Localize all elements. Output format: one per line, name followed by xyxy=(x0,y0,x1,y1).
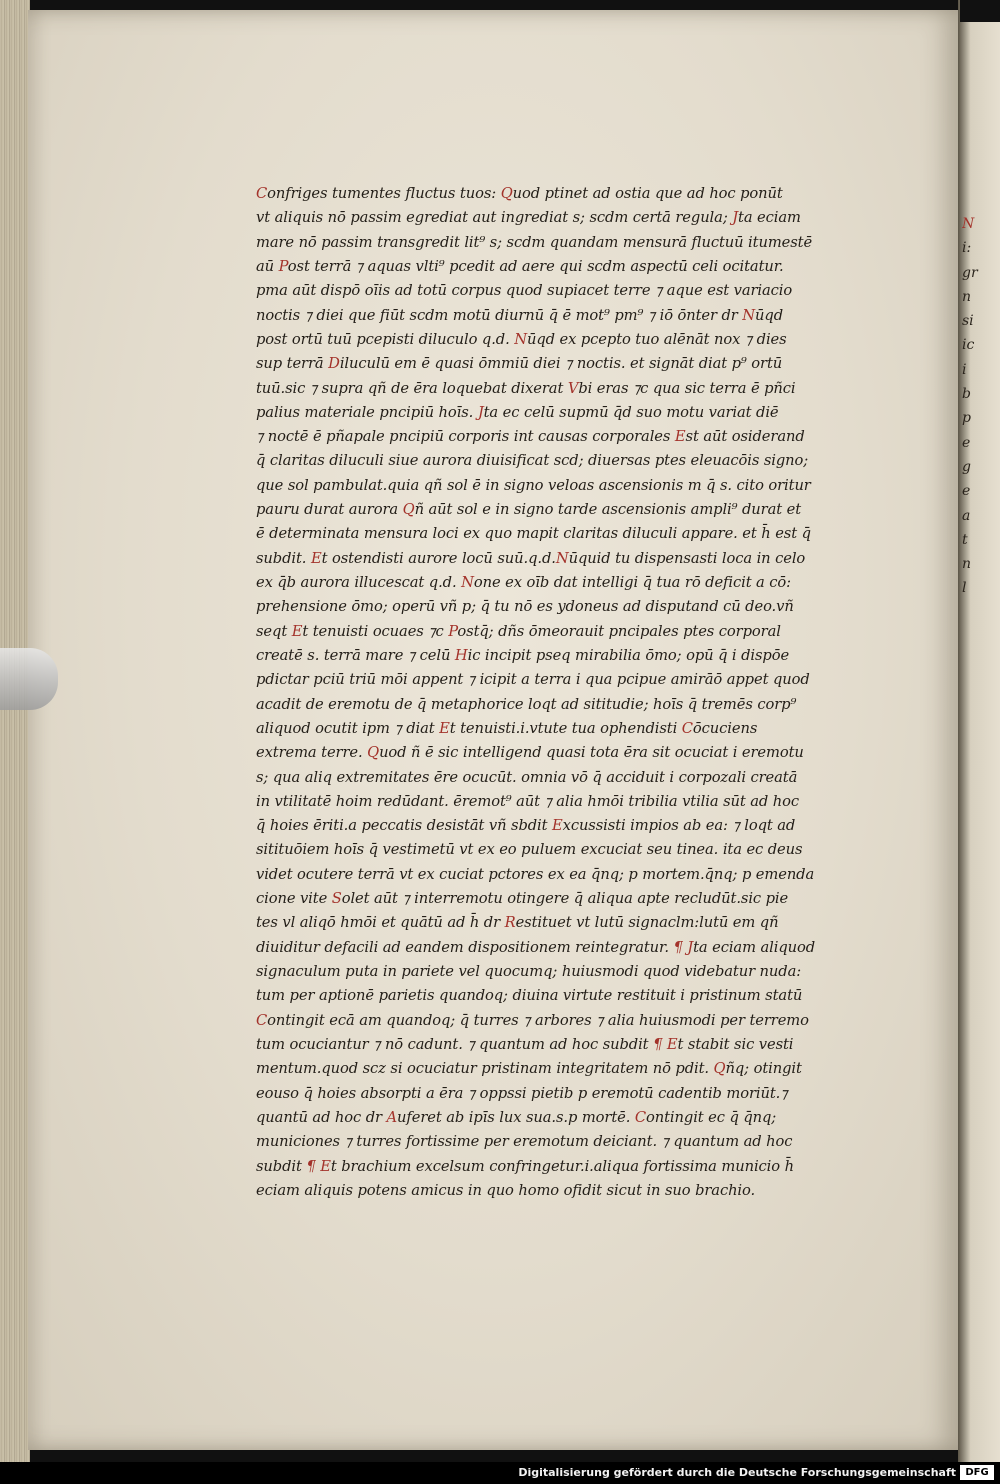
text-segment: diuiditur defacili ad eandem dispositionem reintegratur. xyxy=(256,938,674,956)
text-segment: municiones ⁊ turres fortissime per eremotum deiciant. ⁊ quantum ad hoc xyxy=(256,1133,793,1151)
text-segment: palius materiale pncipiū hoīs. xyxy=(256,403,478,421)
text-line xyxy=(256,1082,896,1106)
text-line xyxy=(256,425,896,449)
text-segment: iluculū em ē quasi ōmmiū diei ⁊ noctis. et signāt diat p⁹ ortū xyxy=(339,355,783,373)
text-line xyxy=(256,1106,896,1130)
text-line xyxy=(256,449,896,473)
text-segment: xcussisti impios ab ea: ⁊ loqt ad xyxy=(562,817,796,835)
text-line xyxy=(256,255,896,279)
margin-fragment: i xyxy=(962,361,967,378)
margin-fragment: a xyxy=(962,507,971,524)
text-segment: ñq; otingit xyxy=(725,1060,802,1078)
text-segment: aliquod ocutit ipm ⁊ diat xyxy=(256,719,440,737)
text-segment: subdit xyxy=(256,1157,307,1175)
text-segment: sup terrā xyxy=(256,355,329,373)
text-segment: bi eras ⁊c qua sic terra ē pñci xyxy=(578,379,796,397)
rubricated-initial: N xyxy=(461,574,474,591)
rubricated-initial: J xyxy=(732,209,739,227)
rubricated-initial: E xyxy=(310,549,322,567)
text-line xyxy=(256,717,896,741)
text-segment: subdit. xyxy=(256,549,311,567)
rubricated-initial: N xyxy=(514,330,527,348)
margin-fragment: b xyxy=(962,386,971,403)
left-page-edges xyxy=(0,0,30,1462)
text-segment: tuū.sic ⁊ supra qñ de ēra loquebat dixerat xyxy=(256,379,568,397)
rubricated-initial: E xyxy=(291,622,303,640)
text-line xyxy=(256,401,896,425)
rubricated-initial: J xyxy=(687,938,694,956)
text-line xyxy=(256,741,896,765)
rubricated-initial: N xyxy=(742,306,756,324)
footer-bar xyxy=(0,1462,1000,1484)
text-line xyxy=(256,352,896,376)
rubricated-initial: V xyxy=(567,379,579,397)
text-segment: post ortū tuū pcepisti diluculo q.d. xyxy=(256,330,515,348)
text-segment: ontingit ec q̄ q̄nq; xyxy=(646,1108,777,1126)
rubricated-initial: J xyxy=(477,403,484,421)
rubricated-initial: D xyxy=(328,355,340,373)
text-segment: vt aliquis nō passim egrediat aut ingrediat s; scdm certā regula; xyxy=(256,209,733,227)
dfg-logo: DFG xyxy=(960,1465,994,1480)
text-segment: mare nō passim transgredit lit⁹ s; scdm quandam mensurā fluctuū itumestē xyxy=(256,233,813,251)
text-segment: ex q̄b aurora illucescat q.d. xyxy=(256,574,462,591)
rubricated-initial: C xyxy=(256,185,268,202)
text-line xyxy=(256,1033,896,1057)
text-line xyxy=(256,814,896,838)
adjacent-page-text xyxy=(962,212,1000,601)
rubricated-initial: ¶ xyxy=(306,1157,321,1175)
rubricated-initial: E xyxy=(552,817,563,835)
text-segment: uod ptinet ad ostia que ad hoc ponūt xyxy=(512,185,783,202)
text-segment: ūqd ex pcepto tuo alēnāt nox ⁊ dies xyxy=(527,330,787,348)
text-segment: ost terrā ⁊ aquas vlti⁹ pcedit ad aere qui scdm aspectū celi ocitatur. xyxy=(287,257,784,275)
text-line xyxy=(256,498,896,522)
text-segment: sitituōiem hoīs q̄ vestimetū vt ex eo puluem excuciat seu tinea. ita ec deus xyxy=(256,841,803,859)
text-segment: tes vl aliqō hmōi et quātū ad h̄ dr xyxy=(256,914,505,932)
rubricated-initial: A xyxy=(386,1108,398,1126)
text-line xyxy=(256,1057,896,1081)
text-segment: uod ñ ē sic intelligend quasi tota ēra sit ocuciat i eremotu xyxy=(379,744,804,762)
text-segment: ontingit ecā am quandoq; q̄ turres ⁊ arbores ⁊ alia huiusmodi per terremo xyxy=(267,1011,809,1029)
text-segment: uferet ab ipīs lux sua.s.p mortē. xyxy=(397,1108,635,1126)
text-line xyxy=(256,936,896,960)
text-segment: extrema terre. xyxy=(256,744,368,762)
text-segment: estituet vt lutū signaclm:lutū em qñ xyxy=(515,914,779,932)
text-segment: ñ aūt sol e in signo tarde ascensionis ampli⁹ durat et xyxy=(414,501,802,519)
text-segment: ta ec celū supmū q̄d suo motu variat diē xyxy=(483,403,779,421)
margin-fragment: e xyxy=(962,434,971,451)
margin-fragment: si xyxy=(962,313,974,330)
rubricated-initial: ¶ xyxy=(653,1035,667,1053)
adjacent-page-shadow xyxy=(960,0,1000,22)
text-line xyxy=(256,231,896,255)
text-segment: cione vite xyxy=(256,890,332,908)
text-segment: eouso q̄ hoies absorpti a ēra ⁊ oppssi pietib p eremotū cadentib moriūt.⁊ xyxy=(256,1084,788,1102)
text-line xyxy=(256,377,896,401)
rubricated-initial: C xyxy=(634,1108,647,1126)
text-segment: signaculum puta in pariete vel quocumq; huiusmodi quod videbatur nuda: xyxy=(256,963,802,980)
margin-fragment: p xyxy=(962,410,971,427)
text-segment: seqt xyxy=(256,622,292,640)
rubricated-initial: R xyxy=(504,914,516,932)
text-segment: quantū ad hoc dr xyxy=(256,1108,387,1126)
text-segment: ostq̄; dñs ōmeorauit pncipales ptes corporal xyxy=(457,622,781,640)
text-line xyxy=(256,1179,896,1203)
rubricated-initial: E xyxy=(320,1157,331,1175)
text-line xyxy=(256,474,896,498)
text-segment: ōcuciens xyxy=(692,719,758,737)
text-segment: t tenuisti ocuaes ⁊c xyxy=(302,622,449,640)
rubricated-initial: Q xyxy=(713,1060,726,1078)
rubricated-initial: E xyxy=(674,428,686,446)
text-segment: t brachium excelsum confringetur.i.aliqua fortissima municio h̄ xyxy=(330,1157,794,1175)
text-segment: st aūt osiderand xyxy=(685,428,805,446)
text-segment: ta eciam aliquod xyxy=(693,938,816,956)
text-segment: t stabit sic vesti xyxy=(677,1035,794,1053)
text-segment: prehensione ōmo; operū vñ p; q̄ tu nō es ydoneus ad disputand cū deo.vñ xyxy=(256,598,794,616)
funding-notice: Digitalisierung gefördert durch die Deutsche Forschungsgemeinschaft xyxy=(518,1466,956,1479)
text-segment: olet aūt ⁊ interremotu otingere q̄ aliqua apte recludūt.sic pie xyxy=(341,890,789,908)
rubricated-initial: C xyxy=(256,1011,268,1029)
rubricated-initial: N xyxy=(555,549,569,567)
text-line xyxy=(256,620,896,644)
text-segment: onfriges tumentes fluctus tuos: xyxy=(267,185,501,202)
text-segment: t ostendisti aurore locū suū.q.d. xyxy=(321,549,556,567)
text-segment: eciam aliquis potens amicus in quo homo ofidit sicut in suo brachio. xyxy=(256,1181,756,1199)
text-line xyxy=(256,595,896,619)
margin-fragment: gr xyxy=(962,264,978,281)
text-segment: aū xyxy=(256,257,279,275)
rubricated-initial: Q xyxy=(500,185,513,202)
rubricated-initial: S xyxy=(331,890,342,908)
text-line xyxy=(256,887,896,911)
text-line xyxy=(256,668,896,692)
text-segment: mentum.quod scz si ocuciatur pristinam integritatem nō pdit. xyxy=(256,1060,714,1078)
rubricated-initial: C xyxy=(681,719,693,737)
text-segment: tum per aptionē parietis quandoq; diuina virtute restituit i pristinum statū xyxy=(256,987,803,1005)
margin-fragment: n xyxy=(962,556,972,573)
margin-fragment: l xyxy=(962,580,967,597)
text-segment: q̄ claritas diluculi siue aurora diuisificat scd; diuersas ptes eleuacōis signo; xyxy=(256,452,809,470)
text-segment: ic incipit pseq mirabilia ōmo; opū q̄ i dispōe xyxy=(467,646,790,664)
text-segment: in vtilitatē hoim redūdant. ēremot⁹ aūt ⁊ alia hmōi tribilia vtilia sūt ad hoc xyxy=(256,792,800,810)
text-segment: ē determinata mensura loci ex quo mapit claritas diluculi appare. et h̄ est q̄ xyxy=(256,525,811,543)
rubricated-initial: E xyxy=(439,719,450,737)
text-segment: ta eciam xyxy=(738,209,801,227)
rubricated-initial: H xyxy=(454,646,468,664)
margin-fragment: t xyxy=(962,531,968,548)
text-line xyxy=(256,693,896,717)
text-line xyxy=(256,279,896,303)
text-line xyxy=(256,911,896,935)
text-segment: que sol pambulat.quia qñ sol ē in signo veloas ascensionis m q̄ s. cito oritur xyxy=(256,476,811,494)
text-line xyxy=(256,790,896,814)
text-line xyxy=(256,206,896,230)
rubricated-initial: Q xyxy=(367,744,380,762)
text-line xyxy=(256,644,896,668)
text-segment: acadit de eremotu de q̄ metaphorice loqt ad sititudie; hoīs q̄ tremēs corp⁹ xyxy=(256,695,797,713)
margin-fragment: N xyxy=(962,216,975,232)
text-column xyxy=(256,182,896,1203)
text-line xyxy=(256,328,896,352)
text-segment: pdictar pciū triū mōi appent ⁊ icipit a terra i qua pcipue amirāō appet quod xyxy=(256,671,810,689)
text-segment: q̄ hoies ēriti.a peccatis desistāt vñ sbdit xyxy=(256,817,553,835)
text-line xyxy=(256,984,896,1008)
text-line xyxy=(256,304,896,328)
text-segment: videt ocutere terrā vt ex cuciat pctores ex ea q̄nq; p mortem.q̄nq; p emenda xyxy=(256,865,815,883)
margin-fragment: ic xyxy=(962,337,975,354)
text-segment: tum ocuciantur ⁊ nō cadunt. ⁊ quantum ad hoc subdit xyxy=(256,1035,654,1053)
text-line xyxy=(256,863,896,887)
text-line xyxy=(256,571,896,595)
text-segment: noctis ⁊ diei que fiūt scdm motū diurnū q̄ ē mot⁹ pm⁹ ⁊ iō ōnter dr xyxy=(256,306,743,324)
text-segment: pma aūt dispō oīis ad totū corpus quod supiacet terre ⁊ aque est variacio xyxy=(256,282,793,300)
text-line xyxy=(256,766,896,790)
rubricated-initial: P xyxy=(448,622,458,640)
text-segment: one ex oīb dat intelligi q̄ tua rō deficit a cō: xyxy=(473,574,792,591)
book-clip xyxy=(0,648,58,710)
text-line xyxy=(256,547,896,571)
text-line xyxy=(256,182,896,206)
margin-fragment: i: xyxy=(962,240,972,257)
text-segment: ūquid tu dispensasti loca in celo xyxy=(568,549,806,567)
text-segment: t tenuisti.i.vtute tua ophendisti xyxy=(449,719,682,737)
margin-fragment: n xyxy=(962,288,972,305)
text-line xyxy=(256,838,896,862)
margin-fragment: e xyxy=(962,483,971,500)
text-line xyxy=(256,522,896,546)
text-segment: ⁊ noctē ē pñapale pncipiū corporis int causas corporales xyxy=(256,428,675,446)
rubricated-initial: P xyxy=(278,257,288,275)
margin-fragment: g xyxy=(962,458,971,475)
text-segment: creatē s. terrā mare ⁊ celū xyxy=(256,646,455,664)
text-line xyxy=(256,1130,896,1154)
text-line xyxy=(256,1155,896,1179)
rubricated-initial: ¶ xyxy=(673,938,688,956)
rubricated-initial: E xyxy=(666,1035,678,1053)
text-segment: ūqd xyxy=(755,306,784,324)
text-segment: pauru durat aurora xyxy=(256,501,403,519)
text-segment: s; qua aliq extremitates ēre ocucūt. omnia vō q̄ acciduit i corpozali creatā xyxy=(256,768,798,786)
text-line xyxy=(256,1009,896,1033)
text-line xyxy=(256,960,896,984)
rubricated-initial: Q xyxy=(402,501,415,519)
